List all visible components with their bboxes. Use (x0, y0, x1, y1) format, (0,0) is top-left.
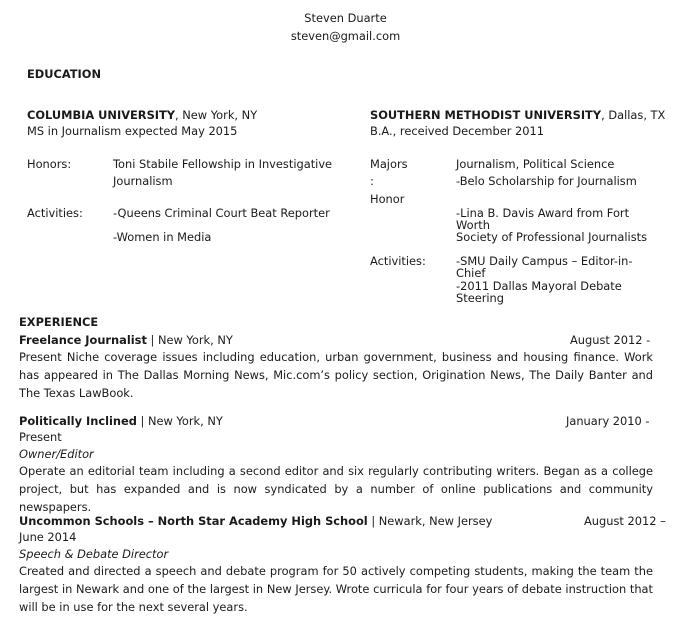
job-description: Operate an editorial team including a second editor and six regularly contributing writers. Began as a college project, but has expanded and is now syndicated by a number of online publications and community newspapers. (19, 464, 653, 514)
job-location: | New York, NY (136, 414, 223, 428)
right-school-line (370, 108, 665, 122)
left-activity-item: -Women in Media (113, 230, 212, 244)
right-majors-label: Majors (370, 157, 408, 171)
right-majors-value: Journalism, Political Science (456, 157, 615, 171)
right-honor-label: Honor (370, 192, 405, 206)
experience-heading: EXPERIENCE (19, 315, 99, 329)
right-degree: B.A., received December 2011 (370, 124, 545, 138)
left-degree: MS in Journalism expected May 2015 (27, 124, 238, 138)
job-date: August 2012 - (570, 333, 651, 347)
left-honors-line1: Toni Stabile Fellowship in Investigative (113, 157, 333, 171)
job-title-line (19, 514, 492, 528)
job-location: | Newark, New Jersey (367, 514, 493, 528)
left-honors-line2: Journalism (113, 174, 173, 188)
right-activity-item: Steering (456, 291, 505, 305)
job-date-continued: Present (19, 430, 62, 444)
candidate-email: steven@gmail.com (290, 29, 401, 43)
job-date: August 2012 – (584, 514, 666, 528)
right-majors-colon: : (370, 174, 374, 188)
right-school-name: SOUTHERN METHODIST UNIVERSITY (370, 108, 602, 122)
right-honor-item: -Lina B. Davis Award from Fort (456, 206, 630, 220)
right-honor-item: -Belo Scholarship for Journalism (456, 174, 637, 188)
left-school-name: COLUMBIA UNIVERSITY (27, 108, 176, 122)
right-activity-item: Chief (456, 266, 486, 280)
right-honor-item: Worth (456, 218, 490, 232)
left-school-line (27, 108, 257, 122)
job-date-continued: June 2014 (19, 530, 77, 544)
left-school-location: , New York, NY (175, 108, 258, 122)
left-honors-label: Honors: (27, 157, 72, 171)
job-organization: Freelance Journalist (19, 333, 147, 347)
job-title-line (19, 414, 223, 428)
job-organization: Politically Inclined (19, 414, 137, 428)
job-description: Present Niche coverage issues including education, urban government, business and housing finance. Work has appeared in The Dallas Morning News, Mic.com’s policy section, Origination News, The Daily Banter and The Texas LawBook. (19, 350, 653, 400)
job-description: Created and directed a speech and debate program for 50 actively competing students, making the team the largest in Newark and one of the largest in New Jersey. Wrote curricula for four years of debate instruction that will be in use for the next several years. (19, 564, 653, 614)
job-location: | New York, NY (146, 333, 233, 347)
right-activity-item: -SMU Daily Campus – Editor-in- (456, 254, 633, 268)
right-activity-item: -2011 Dallas Mayoral Debate (456, 279, 622, 293)
right-school-location: , Dallas, TX (601, 108, 666, 122)
left-activity-item: -Queens Criminal Court Beat Reporter (113, 206, 330, 220)
job-date: January 2010 - (566, 414, 650, 428)
education-heading: EDUCATION (27, 67, 101, 81)
left-activities-label: Activities: (27, 206, 83, 220)
job-title-line (19, 333, 233, 347)
job-role: Owner/Editor (19, 447, 94, 461)
candidate-name: Steven Duarte (304, 11, 387, 25)
job-role: Speech & Debate Director (19, 547, 169, 561)
right-activities-label: Activities: (370, 254, 426, 268)
right-honor-item: Society of Professional Journalists (456, 230, 648, 244)
job-organization: Uncommon Schools – North Star Academy High School (19, 514, 368, 528)
